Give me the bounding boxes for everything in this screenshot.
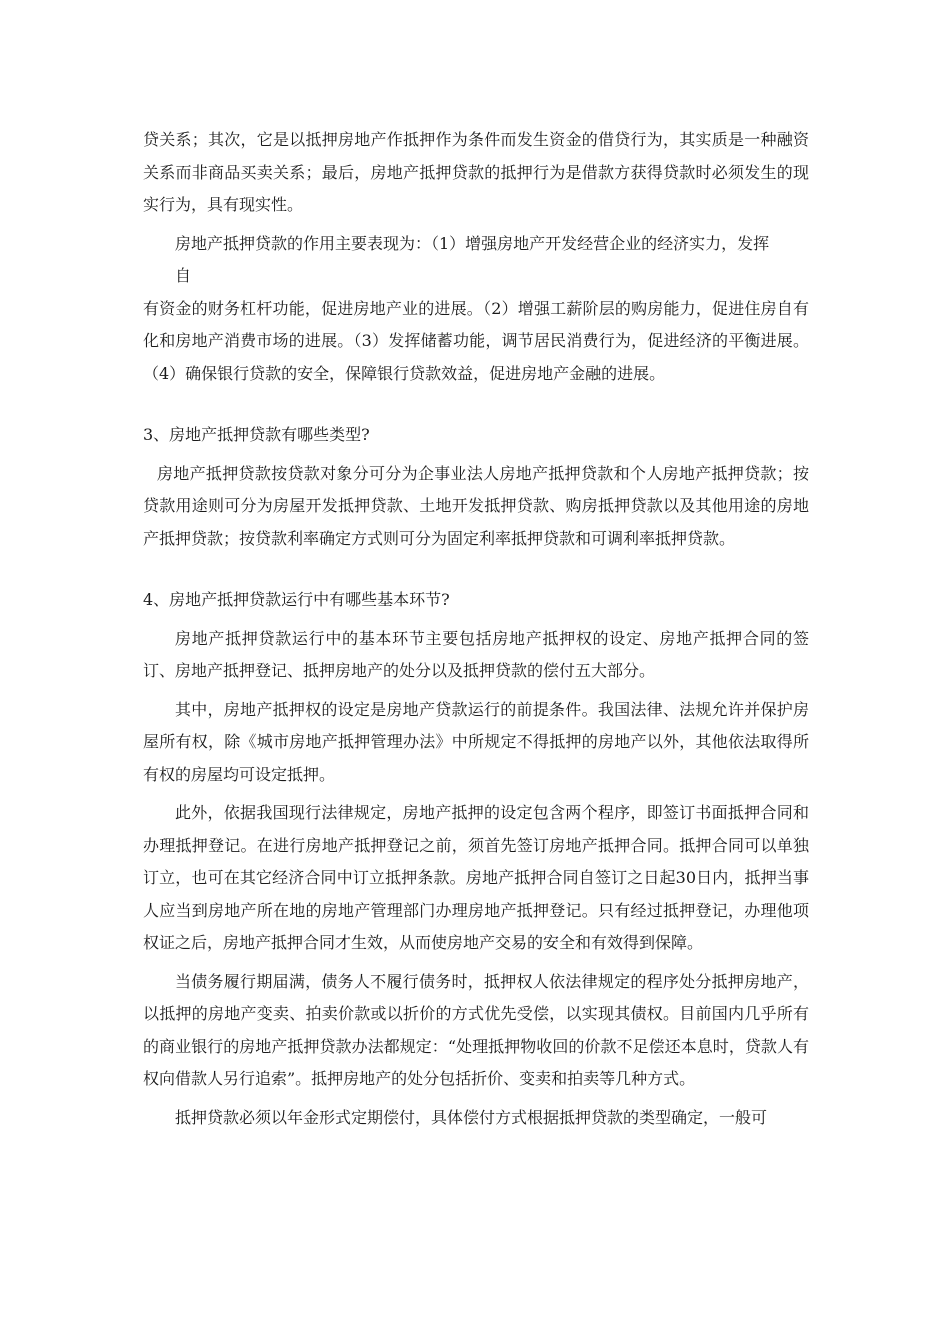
document-page <box>143 124 809 1134</box>
section-heading-3: 3、房地产抵押贷款有哪些类型? <box>143 425 370 444</box>
paragraph-intro-continued: 贷关系；其次，它是以抵押房地产作抵押作为条件而发生资金的借贷行为，其实质是一种融资关系而非商品买卖关系；最后，房地产抵押贷款的抵押行为是借款方获得贷款时必须发生的现实行为，具有现实性。 <box>143 130 809 214</box>
paragraph-repay: 抵押贷款必须以年金形式定期偿付，具体偿付方式根据抵押贷款的类型确定，一般可 <box>175 1107 768 1127</box>
paragraph-role-continued: 有资金的财务杠杆功能，促进房地产业的进展。（2）增强工薪阶层的购房能力，促进住房自有化和房地产消费市场的进展。（3）发挥储蓄功能，调节居民消费行为，促进经济的平衡进展。（4）确保银行贷款的安全，保障银行贷款效益，促进房地产金融的进展。 <box>143 298 809 383</box>
spacer <box>143 555 809 584</box>
paragraph-setting: 其中，房地产抵押权的设定是房地产贷款运行的前提条件。我国法律、法规允许并保护房屋所有权，除《城市房地产抵押管理办法》中所规定不得抵押的房地产以外，其他依法取得所有权的房屋均可设定抵押。 <box>143 699 809 784</box>
paragraph-role-line1: 房地产抵押贷款的作用主要表现为：（1）增强房地产开发经营企业的经济实力，发挥 <box>175 233 770 253</box>
paragraph-role-orphan: 自 <box>175 266 192 285</box>
paragraph-types: 房地产抵押贷款按贷款对象分可分为企事业法人房地产抵押贷款和个人房地产抵押贷款；按贷款用途则可分为房屋开发抵押贷款、土地开发抵押贷款、购房抵押贷款以及其他用途的房地产抵押贷款；按贷款利率确定方式则可分为固定利率抵押贷款和可调利率抵押贷款。 <box>143 463 809 548</box>
spacer <box>143 390 809 419</box>
paragraph-steps: 房地产抵押贷款运行中的基本环节主要包括房地产抵押权的设定、房地产抵押合同的签订、房地产抵押登记、抵押房地产的处分以及抵押贷款的偿付五大部分。 <box>143 628 809 680</box>
paragraph-disposal: 当债务履行期届满，债务人不履行债务时，抵押权人依法律规定的程序处分抵押房地产，以抵押的房地产变卖、拍卖价款或以折价的方式优先受偿，以实现其债权。目前国内几乎所有的商业银行的房地产抵押贷款办法都规定：“处理抵押物收回的价款不足偿还本息时，贷款人有权向借款人另行追索”。抵押房地产的处分包括折价、变卖和拍卖等几种方式。 <box>143 971 809 1088</box>
section-heading-4: 4、房地产抵押贷款运行中有哪些基本环节? <box>143 590 450 609</box>
paragraph-procedure: 此外，依据我国现行法律规定，房地产抵押的设定包含两个程序，即签订书面抵押合同和办理抵押登记。在进行房地产抵押登记之前，须首先签订房地产抵押合同。抵押合同可以单独订立，也可在其它经济合同中订立抵押条款。房地产抵押合同自签订之日起30日内，抵押当事人应当到房地产所在地的房地产管理部门办理房地产抵押登记。只有经过抵押登记，办理他项权证之后，房地产抵押合同才生效，从而使房地产交易的安全和有效得到保障。 <box>143 803 809 952</box>
